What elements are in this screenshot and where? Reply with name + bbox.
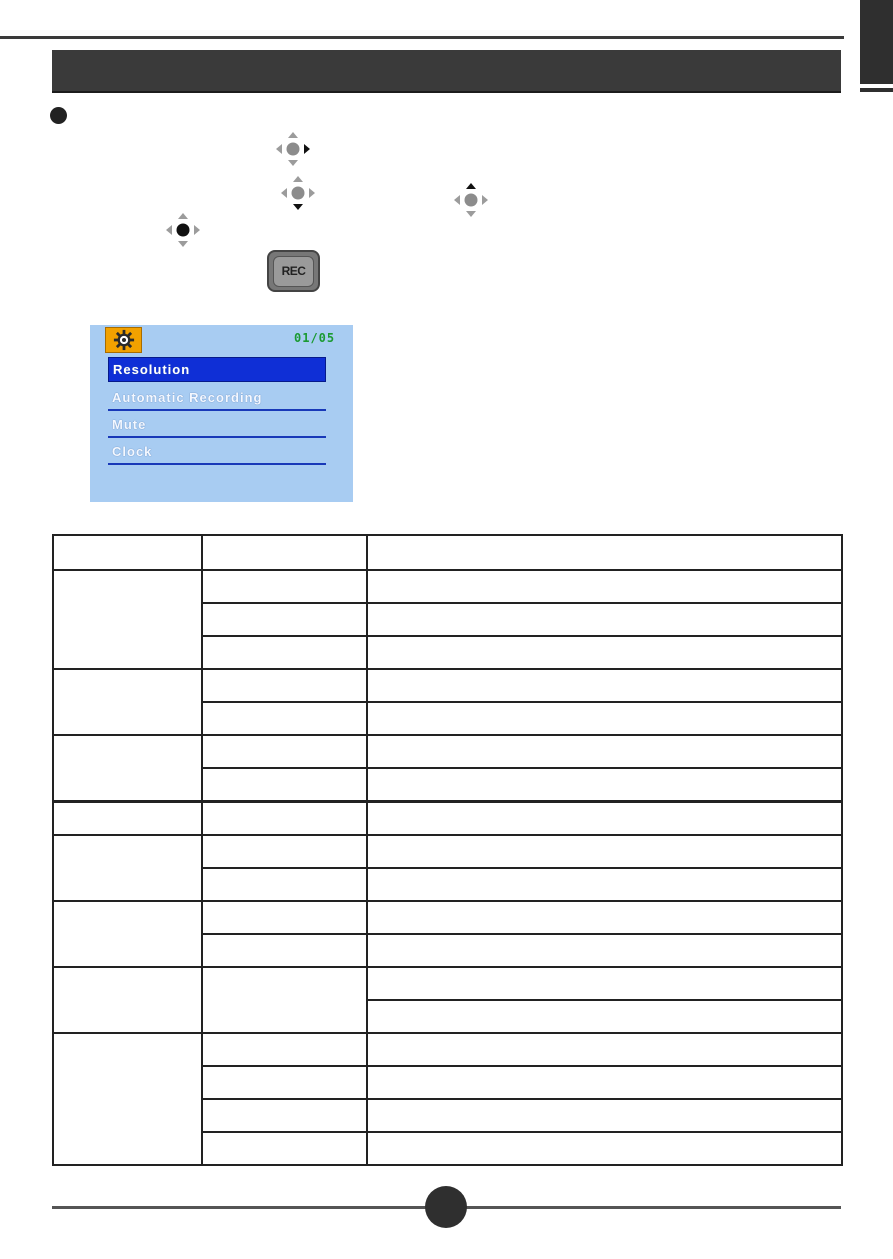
table-cell xyxy=(367,669,842,702)
dpad-ok-icon xyxy=(163,210,203,250)
table-row xyxy=(53,1033,842,1066)
table-cell xyxy=(367,835,842,868)
table-cell xyxy=(367,967,842,1000)
page-counter: 01/05 xyxy=(294,331,336,345)
rec-button[interactable] xyxy=(267,250,320,292)
menu-item-resolution[interactable]: Resolution xyxy=(108,357,326,382)
table-cell xyxy=(202,901,367,934)
table-cell xyxy=(367,570,842,603)
table-cell xyxy=(367,702,842,735)
table-cell xyxy=(367,934,842,967)
table-cell xyxy=(202,1033,367,1066)
table-cell xyxy=(202,603,367,636)
table-cell xyxy=(202,702,367,735)
table-cell xyxy=(367,636,842,669)
table-cell xyxy=(202,967,367,1033)
table-cell xyxy=(53,669,202,735)
menu-screen xyxy=(90,325,353,502)
table-cell xyxy=(202,802,367,836)
dpad-down-icon xyxy=(278,173,318,213)
table-header-row xyxy=(53,535,842,570)
table-row xyxy=(53,802,842,836)
table-cell xyxy=(202,636,367,669)
settings-table xyxy=(52,534,843,1166)
bullet-icon xyxy=(50,107,67,124)
table-cell xyxy=(202,1132,367,1165)
table-cell xyxy=(53,1033,202,1165)
table-row xyxy=(53,669,842,702)
table-cell xyxy=(367,768,842,802)
table-row xyxy=(53,835,842,868)
table-cell xyxy=(53,802,202,836)
table-cell xyxy=(367,1000,842,1033)
rec-button-label: REC xyxy=(273,256,314,287)
menu-item-clock[interactable]: Clock xyxy=(108,440,326,465)
table-cell xyxy=(53,570,202,669)
table-cell xyxy=(367,868,842,901)
page-number-dot xyxy=(425,1186,467,1228)
table-cell xyxy=(202,735,367,768)
language-tab-underline xyxy=(860,88,893,92)
table-cell xyxy=(53,535,202,570)
section-header-bar xyxy=(52,50,841,93)
table-cell xyxy=(202,1066,367,1099)
dpad-right-icon xyxy=(273,129,313,169)
table-cell xyxy=(367,1066,842,1099)
table-cell xyxy=(202,570,367,603)
table-row xyxy=(53,967,842,1000)
table-cell xyxy=(367,535,842,570)
menu-item-mute[interactable]: Mute xyxy=(108,413,326,438)
table-cell xyxy=(367,735,842,768)
table-cell xyxy=(367,802,842,836)
table-cell xyxy=(202,669,367,702)
table-cell xyxy=(202,768,367,802)
table-cell xyxy=(53,735,202,802)
table-cell xyxy=(367,1099,842,1132)
language-tab xyxy=(860,0,893,84)
table-row xyxy=(53,570,842,603)
dpad-up-icon xyxy=(451,180,491,220)
table-cell xyxy=(367,1033,842,1066)
table-cell xyxy=(367,603,842,636)
table-cell xyxy=(202,835,367,868)
menu-item-automatic-recording[interactable]: Automatic Recording xyxy=(108,386,326,411)
table-cell xyxy=(53,901,202,967)
table-cell xyxy=(367,901,842,934)
table-cell xyxy=(202,1099,367,1132)
table-cell xyxy=(202,934,367,967)
table-cell xyxy=(53,967,202,1033)
gear-icon xyxy=(113,329,135,351)
top-rule xyxy=(0,36,844,39)
table-cell xyxy=(202,535,367,570)
settings-tab[interactable] xyxy=(105,327,142,353)
table-cell xyxy=(367,1132,842,1165)
table-row xyxy=(53,901,842,934)
table-cell xyxy=(202,868,367,901)
table-row xyxy=(53,735,842,768)
table-cell xyxy=(53,835,202,901)
